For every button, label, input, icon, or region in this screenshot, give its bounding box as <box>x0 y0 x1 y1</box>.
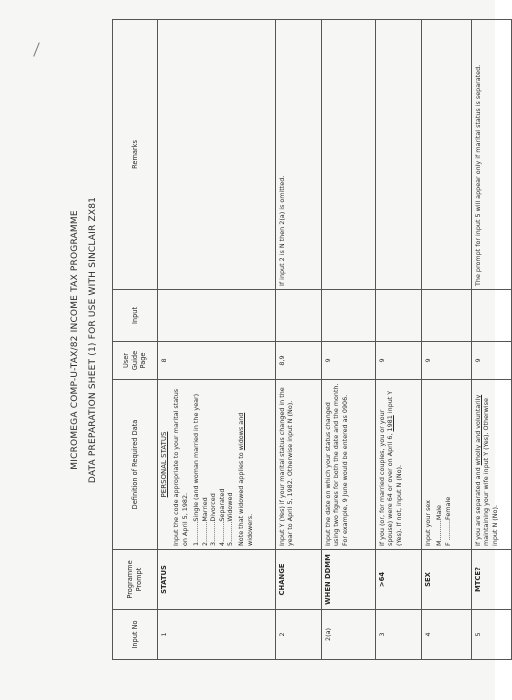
option-item: 5..........Widowed <box>225 492 234 546</box>
input-cell[interactable] <box>472 290 512 342</box>
prompt: WHEN DDMM <box>322 550 376 610</box>
prompt: CHANGE <box>276 550 322 610</box>
input-no: 2 <box>276 610 322 660</box>
option-item: 2..........Married <box>200 497 209 546</box>
header-guide-page: User Guide Page <box>113 342 158 380</box>
document-subtitle: DATA PREPARATION SHEET (1) FOR USE WITH SINCLAIR ZX81 <box>88 196 98 484</box>
note-text: Note that widowed applies to widows and widowers. <box>237 412 254 546</box>
input-no: 1 <box>158 610 276 660</box>
remarks-cell <box>422 20 472 290</box>
definition: Input Y (Yes) if your marital status changed in the year to April 5, 1982. Otherwise input N (No). <box>276 380 322 550</box>
guide-page: 8,9 <box>276 342 322 380</box>
section-title: PERSONAL STATUS <box>160 431 168 498</box>
input-no: 5 <box>472 610 512 660</box>
option-item: 4..........Separated <box>217 488 226 546</box>
prompt: SEX <box>422 550 472 610</box>
prompt: STATUS <box>158 550 276 610</box>
document-title: MICROMEGA COMP-U-TAX/82 INCOME TAX PROGRAMME <box>70 210 80 470</box>
table-row <box>158 20 276 660</box>
option-item: 3..........Divorced <box>209 493 218 546</box>
input-no: 3 <box>376 610 422 660</box>
remarks-cell <box>376 20 422 290</box>
remarks-cell <box>322 20 376 290</box>
definition: Input the date on which your status changed using two figures for both the date and the month. For example, 9 June would be entered as 0906. <box>322 380 376 550</box>
rotated-page <box>68 20 508 660</box>
input-no: 2(a) <box>322 610 376 660</box>
definition: If you are separated and wholly and voluntarily maintaining your wife input Y (Yes). Otherwise input N (No). <box>472 380 512 550</box>
input-cell[interactable] <box>422 290 472 342</box>
input-cell[interactable] <box>276 290 322 342</box>
option-item: 1..........Single (and woman married in the year) <box>192 393 201 546</box>
remarks-cell: The prompt for input 5 will appear only if marital status is separated. <box>472 20 512 290</box>
pen-mark <box>33 42 40 56</box>
definition <box>158 380 276 550</box>
input-cell[interactable] <box>376 290 422 342</box>
definition-text: Input the code appropriate to your marital status on April 5, 1982. <box>172 388 189 546</box>
definition-text: Input your sex <box>424 500 432 546</box>
data-preparation-table <box>112 19 512 660</box>
table-row <box>322 20 376 660</box>
definition: If you (or, for married couples, you or your spouse) were 64 or over on April 6, 1981 input Y (Yes). If not, input N (No). <box>376 380 422 550</box>
input-no: 4 <box>422 610 472 660</box>
header-definition: Definition of Required Data <box>113 380 158 550</box>
definition <box>422 380 472 550</box>
header-input: Input <box>113 290 158 342</box>
input-cell[interactable] <box>158 290 276 342</box>
remarks-cell <box>158 20 276 290</box>
option-item: F ..........Female <box>443 496 452 546</box>
header-input-no: Input No <box>113 610 158 660</box>
header-prompt: Programme Prompt <box>113 550 158 610</box>
prompt: >64 <box>376 550 422 610</box>
table-row <box>276 20 322 660</box>
option-item: M..........Male <box>435 505 444 546</box>
table-row <box>472 20 512 660</box>
prompt: MTCE? <box>472 550 512 610</box>
guide-page: 9 <box>422 342 472 380</box>
guide-page: 9 <box>376 342 422 380</box>
remarks-cell: If input 2 is N then 2(a) is omitted. <box>276 20 322 290</box>
table-row <box>422 20 472 660</box>
header-row <box>113 20 158 660</box>
header-remarks: Remarks <box>113 20 158 290</box>
input-cell[interactable] <box>322 290 376 342</box>
guide-page: 8 <box>158 342 276 380</box>
guide-page: 9 <box>322 342 376 380</box>
guide-page: 9 <box>472 342 512 380</box>
table-row <box>376 20 422 660</box>
